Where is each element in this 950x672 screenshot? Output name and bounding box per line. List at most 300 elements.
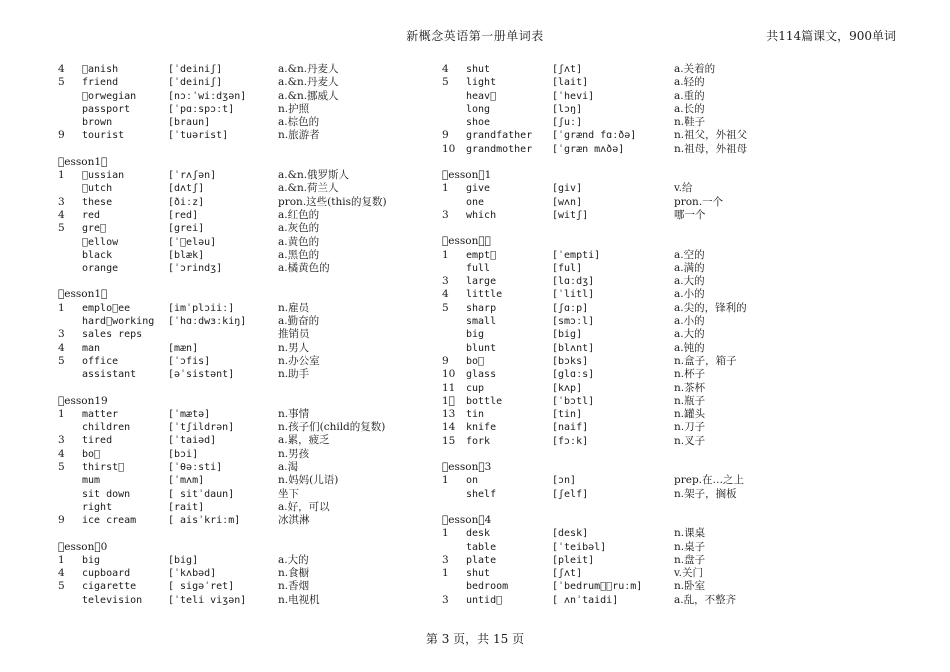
lesson-heading-text:  esson 0 bbox=[58, 540, 108, 553]
vocab-row bbox=[442, 527, 842, 540]
vocab-phonetic: [ aisˈkriːm] bbox=[168, 515, 241, 527]
vocab-definition: n.办公室 bbox=[278, 354, 320, 367]
vocab-word: glass bbox=[466, 369, 497, 381]
vocab-row bbox=[442, 143, 842, 156]
vocab-phonetic: [ˈɔfis] bbox=[168, 355, 211, 367]
vocab-phonetic: [ful] bbox=[552, 262, 583, 274]
vocab-number: 1 bbox=[442, 474, 449, 487]
vocab-definition: n.祖父，外祖父 bbox=[674, 129, 748, 142]
vocab-word: passport bbox=[82, 103, 131, 115]
vocab-number: 4 bbox=[58, 63, 65, 75]
lesson-heading-text:  esson 3 bbox=[442, 461, 492, 474]
vocab-phonetic: [rait] bbox=[168, 501, 205, 513]
vocab-word: red bbox=[82, 209, 101, 221]
vocab-row bbox=[442, 408, 842, 421]
vocab-phonetic: [fɔːk] bbox=[552, 435, 589, 447]
vocab-number: 1 bbox=[442, 527, 449, 540]
vocab-phonetic: [bɔks] bbox=[552, 355, 589, 367]
vocab-word: grandfather bbox=[466, 130, 533, 142]
vocab-definition: a.尖的，锋利的 bbox=[674, 301, 747, 314]
vocab-row bbox=[58, 328, 458, 341]
vocab-row bbox=[58, 554, 458, 567]
vocab-number: 1 bbox=[58, 169, 65, 182]
vocab-number: 1 bbox=[58, 553, 65, 566]
vocab-word: full bbox=[466, 262, 491, 274]
vocab-row bbox=[58, 368, 458, 381]
vocab-phonetic: [ʃʌt] bbox=[552, 64, 583, 75]
vocab-number: 4 bbox=[58, 208, 65, 221]
vocab-number: 5 bbox=[58, 354, 65, 367]
vocab-word: tourist bbox=[82, 130, 125, 142]
vocab-phonetic: [bɔi] bbox=[168, 448, 199, 460]
vocab-word: large bbox=[466, 276, 497, 288]
vocab-word: children bbox=[82, 422, 131, 434]
vocab-word: hard working bbox=[82, 316, 155, 328]
vocab-definition: a.小的 bbox=[674, 315, 705, 328]
vocab-number: 3 bbox=[58, 434, 65, 447]
vocab-definition: 推销员 bbox=[278, 328, 310, 341]
vocab-definition: n.卧室 bbox=[674, 580, 706, 593]
vocab-word: desk bbox=[466, 528, 491, 540]
vocab-definition: a.&n.俄罗斯人 bbox=[278, 169, 350, 182]
vocab-phonetic: [ˈdeiniʃ] bbox=[168, 64, 223, 75]
vocab-phonetic: [ˈdeiniʃ] bbox=[168, 77, 223, 89]
vocab-row bbox=[58, 501, 458, 514]
vocab-row bbox=[58, 249, 458, 262]
vocab-number: 3 bbox=[442, 208, 449, 221]
vocab-definition: 冰淇淋 bbox=[278, 514, 310, 527]
page-number: 第 3 页，共 15 页 bbox=[425, 632, 525, 646]
vocab-definition: n.叉子 bbox=[674, 434, 706, 447]
vocab-phonetic: [big] bbox=[552, 329, 583, 341]
vocab-number: 5 bbox=[58, 222, 65, 235]
vocab-phonetic: [red] bbox=[168, 209, 199, 221]
vocab-row bbox=[442, 76, 842, 89]
vocab-phonetic: [ˈhɑːdwɜːkiŋ] bbox=[168, 316, 247, 328]
vocab-word: mum bbox=[82, 475, 101, 487]
vocab-definition: a.灰色的 bbox=[278, 222, 320, 235]
vocab-word: give bbox=[466, 183, 491, 195]
vocab-number: 1  bbox=[442, 394, 455, 407]
vocab-definition: a.好，可以 bbox=[278, 500, 330, 513]
vocab-row bbox=[442, 435, 842, 448]
vocab-phonetic: [ˈbɔtl] bbox=[552, 395, 595, 407]
vocab-definition: a.钝的 bbox=[674, 341, 705, 354]
vocab-number: 11 bbox=[442, 381, 456, 394]
vocab-word: plate bbox=[466, 554, 497, 566]
vocab-row bbox=[58, 262, 458, 275]
vocab-definition: pron.这些(this的复数) bbox=[278, 195, 387, 208]
vocab-phonetic: [ˈ eləu] bbox=[168, 236, 217, 248]
vocab-phonetic: [witʃ] bbox=[552, 209, 589, 221]
vocab-row bbox=[442, 580, 842, 593]
vocab-row bbox=[442, 249, 842, 262]
vocab-definition: a.大的 bbox=[278, 553, 309, 566]
vocab-phonetic: [ˈmætə] bbox=[168, 408, 211, 420]
vocab-row bbox=[58, 488, 458, 501]
vocab-phonetic: [giv] bbox=[552, 183, 583, 195]
vocab-phonetic: [ˈpɑːspɔːt] bbox=[168, 103, 235, 115]
vocab-phonetic: [glɑːs] bbox=[552, 369, 595, 381]
vocab-phonetic: [ˈmʌm] bbox=[168, 475, 205, 487]
vocab-row bbox=[58, 222, 458, 235]
vocab-row bbox=[442, 275, 842, 288]
vocab-word: on bbox=[466, 475, 479, 487]
vocab-row bbox=[58, 567, 458, 580]
vocab-definition: a.&n.挪威人 bbox=[278, 89, 339, 102]
vocab-word: blunt bbox=[466, 342, 497, 354]
vocab-word: orange bbox=[82, 263, 119, 275]
vocab-number: 3 bbox=[442, 275, 449, 288]
vocab-definition: prep.在…之上 bbox=[674, 474, 745, 487]
vocab-word: gre  bbox=[82, 223, 107, 235]
vocab-row bbox=[442, 209, 842, 222]
vocab-word: which bbox=[466, 209, 497, 221]
vocab-row bbox=[58, 408, 458, 421]
vocab-definition: n.架子，搁板 bbox=[674, 487, 737, 500]
vocab-number: 4 bbox=[442, 288, 449, 301]
page-title: 新概念英语第一册单词表 bbox=[406, 29, 544, 43]
vocab-word: cup bbox=[466, 382, 485, 394]
vocab-definition: a.黑色的 bbox=[278, 248, 320, 261]
vocab-phonetic: [ˈθəːsti] bbox=[168, 462, 223, 474]
vocab-definition: n.课桌 bbox=[674, 527, 706, 540]
vocab-row bbox=[58, 474, 458, 487]
vocab-number: 3 bbox=[442, 593, 449, 606]
vocab-number: 3 bbox=[58, 195, 65, 208]
vocab-phonetic: [ˈempti] bbox=[552, 249, 601, 261]
vocab-row bbox=[58, 116, 458, 129]
vocab-word: sharp bbox=[466, 302, 497, 314]
vocab-word:  orwegian bbox=[82, 90, 137, 102]
vocab-definition: n.事情 bbox=[278, 407, 310, 420]
vocab-definition: a.累，疲乏 bbox=[278, 434, 330, 447]
vocab-definition: a.橘黄色的 bbox=[278, 262, 330, 275]
vocab-phonetic: [blæk] bbox=[168, 249, 205, 261]
vocab-number: 9 bbox=[442, 129, 449, 142]
vocab-row bbox=[442, 63, 842, 76]
vocab-word: shelf bbox=[466, 488, 497, 500]
vocab-row bbox=[442, 182, 842, 195]
vocab-row bbox=[58, 514, 458, 527]
vocab-number: 1 bbox=[442, 567, 449, 580]
vocab-phonetic: [ɔn] bbox=[552, 475, 577, 487]
vocab-definition: n.刀子 bbox=[674, 421, 706, 434]
vocab-row bbox=[58, 580, 458, 593]
vocab-word: matter bbox=[82, 408, 119, 420]
lesson-heading bbox=[58, 288, 458, 301]
vocab-definition: n.盘子 bbox=[674, 553, 706, 566]
lesson-heading bbox=[58, 156, 458, 169]
vocab-word: light bbox=[466, 77, 497, 89]
vocab-row bbox=[58, 169, 458, 182]
vocab-phonetic: [ˈtuərist] bbox=[168, 130, 229, 142]
vocab-definition: n.电视机 bbox=[278, 593, 320, 606]
vocab-phonetic: [tin] bbox=[552, 409, 583, 421]
vocab-row bbox=[442, 541, 842, 554]
vocab-number: 10 bbox=[442, 142, 456, 155]
vocab-number: 3 bbox=[442, 553, 449, 566]
vocab-word: fork bbox=[466, 435, 491, 447]
lesson-heading-text:  esson 4 bbox=[442, 513, 492, 526]
vocab-definition: a.满的 bbox=[674, 261, 705, 274]
vocab-phonetic: [ˈbedrum  ruːm] bbox=[552, 581, 643, 593]
vocab-phonetic: [wʌn] bbox=[552, 196, 583, 208]
vocab-row bbox=[58, 209, 458, 222]
vocab-definition: a.大的 bbox=[674, 328, 705, 341]
vocab-definition: 坐下 bbox=[278, 487, 299, 500]
lesson-heading-text:  esson 1 bbox=[442, 169, 492, 182]
vocab-row bbox=[442, 594, 842, 607]
vocab-phonetic: [dʌtʃ] bbox=[168, 183, 205, 195]
vocab-phonetic: [əˈsistənt] bbox=[168, 369, 235, 381]
vocab-phonetic: [imˈplɔiiː] bbox=[168, 302, 235, 314]
vocab-word: cigarette bbox=[82, 581, 137, 593]
vocab-definition: a.空的 bbox=[674, 248, 705, 261]
vocab-definition: n.祖母，外祖母 bbox=[674, 142, 748, 155]
vocab-phonetic: [ˈgræn mʌðə] bbox=[552, 143, 625, 155]
vocab-definition: a.红色的 bbox=[278, 208, 320, 221]
lesson-heading bbox=[58, 541, 458, 554]
vocab-word: right bbox=[82, 501, 113, 513]
vocab-row bbox=[442, 302, 842, 315]
vocab-word: brown bbox=[82, 117, 113, 129]
vocab-number: 1 bbox=[442, 182, 449, 195]
vocab-definition: a.大的 bbox=[674, 275, 705, 288]
vocab-word: grandmother bbox=[466, 143, 533, 155]
vocab-word: assistant bbox=[82, 369, 137, 381]
vocab-phonetic: [ʃʌt] bbox=[552, 568, 583, 580]
vocab-word: small bbox=[466, 316, 497, 328]
vocab-number: 5 bbox=[58, 76, 65, 89]
vocab-row bbox=[58, 421, 458, 434]
vocab-definition: a.&n.荷兰人 bbox=[278, 182, 339, 195]
vocab-word: shut bbox=[466, 64, 491, 75]
vocab-phonetic: [ˈlitl] bbox=[552, 289, 595, 301]
vocab-definition: n.茶杯 bbox=[674, 381, 706, 394]
vocab-row bbox=[58, 594, 458, 607]
vocab-phonetic: [ ʌnˈtaidi] bbox=[552, 594, 619, 606]
vocab-row bbox=[58, 236, 458, 249]
vocab-definition: a.小的 bbox=[674, 288, 705, 301]
vocab-phonetic: [nɔːˈwiːdʒən] bbox=[168, 90, 247, 102]
vocab-definition: n.孩子们(child的复数) bbox=[278, 421, 386, 434]
vocab-row bbox=[58, 63, 458, 76]
vocab-row bbox=[58, 461, 458, 474]
vocab-word:  anish bbox=[82, 64, 119, 75]
vocab-word: bo  bbox=[466, 355, 485, 367]
vocab-definition: n.食橱 bbox=[278, 567, 310, 580]
vocab-definition: n.男人 bbox=[278, 341, 310, 354]
vocab-word: one bbox=[466, 196, 485, 208]
vocab-definition: a.乱，不整齐 bbox=[674, 593, 737, 606]
vocab-definition: n.鞋子 bbox=[674, 116, 706, 129]
vocab-phonetic: [ʃɑːp] bbox=[552, 302, 589, 314]
vocab-definition: n.瓶子 bbox=[674, 394, 706, 407]
vocab-number: 4 bbox=[58, 341, 65, 354]
vocab-number: 15 bbox=[442, 434, 456, 447]
vocab-phonetic: [ sigəˈret] bbox=[168, 581, 235, 593]
vocab-definition: n.旅游者 bbox=[278, 129, 320, 142]
vocab-word: emplo ee bbox=[82, 302, 131, 314]
vocab-phonetic: [smɔːl] bbox=[552, 316, 595, 328]
vocab-number: 9 bbox=[58, 514, 65, 527]
lesson-heading-text:  esson1  bbox=[58, 288, 108, 301]
lesson-heading bbox=[442, 235, 842, 248]
vocab-phonetic: [ˈteli viʒən] bbox=[168, 594, 247, 606]
vocab-row bbox=[58, 434, 458, 447]
right-vocab-column bbox=[442, 63, 842, 607]
vocab-phonetic: [lait] bbox=[552, 77, 589, 89]
lesson-heading-text:  esson19 bbox=[58, 394, 108, 407]
vocab-word: cupboard bbox=[82, 568, 131, 580]
lesson-heading bbox=[442, 514, 842, 527]
vocab-row bbox=[442, 421, 842, 434]
vocab-row bbox=[442, 315, 842, 328]
vocab-phonetic: [pleit] bbox=[552, 554, 595, 566]
vocab-definition: n.盒子，箱子 bbox=[674, 354, 737, 367]
vocab-word: bedroom bbox=[466, 581, 509, 593]
vocab-number: 1 bbox=[58, 407, 65, 420]
vocab-row bbox=[442, 567, 842, 580]
vocab-row bbox=[58, 342, 458, 355]
vocab-phonetic: [ˈkʌbəd] bbox=[168, 568, 217, 580]
vocab-definition: n.男孩 bbox=[278, 447, 310, 460]
vocab-row bbox=[442, 90, 842, 103]
vocab-word: ice cream bbox=[82, 515, 137, 527]
lesson-heading bbox=[442, 461, 842, 474]
vocab-definition: 哪一个 bbox=[674, 208, 706, 221]
vocab-word: bottle bbox=[466, 395, 503, 407]
vocab-number: 4 bbox=[58, 567, 65, 580]
vocab-row bbox=[442, 328, 842, 341]
vocab-phonetic: [braun] bbox=[168, 117, 211, 129]
vocab-definition: n.护照 bbox=[278, 102, 310, 115]
vocab-definition: v.给 bbox=[674, 182, 693, 195]
lesson-heading-text:  esson   bbox=[442, 235, 491, 248]
vocab-word: tin bbox=[466, 409, 485, 421]
vocab-row bbox=[58, 355, 458, 368]
vocab-word: shoe bbox=[466, 117, 491, 129]
vocab-phonetic: [blʌnt] bbox=[552, 342, 595, 354]
vocab-phonetic: [ðiːz] bbox=[168, 196, 205, 208]
vocab-number: 9 bbox=[58, 129, 65, 142]
vocab-word: sales reps bbox=[82, 329, 143, 341]
vocab-number: 9 bbox=[442, 354, 449, 367]
vocab-definition: a.&n.丹麦人 bbox=[278, 63, 339, 75]
vocab-phonetic: [ˈɔrindʒ] bbox=[168, 263, 223, 275]
vocab-phonetic: [lɑːdʒ] bbox=[552, 276, 595, 288]
lesson-heading bbox=[58, 395, 458, 408]
vocab-row bbox=[442, 103, 842, 116]
vocab-phonetic: [ʃelf] bbox=[552, 488, 589, 500]
vocab-number: 10 bbox=[442, 368, 456, 381]
vocab-row bbox=[442, 554, 842, 567]
vocab-word: little bbox=[466, 289, 503, 301]
vocab-number: 3 bbox=[58, 328, 65, 341]
vocab-word: table bbox=[466, 541, 497, 553]
vocab-row bbox=[442, 368, 842, 381]
vocab-phonetic: [lɔŋ] bbox=[552, 103, 583, 115]
vocab-word: untid  bbox=[466, 594, 503, 606]
vocab-number: 4 bbox=[442, 63, 449, 75]
vocab-definition: a.勤奋的 bbox=[278, 315, 320, 328]
document-summary: 共114篇课文，900单词 bbox=[766, 29, 896, 43]
vocab-word: television bbox=[82, 594, 143, 606]
vocab-word: long bbox=[466, 103, 491, 115]
vocab-word: knife bbox=[466, 422, 497, 434]
vocab-row bbox=[58, 196, 458, 209]
vocab-phonetic: [kʌp] bbox=[552, 382, 583, 394]
vocab-definition: v.关门 bbox=[674, 567, 704, 580]
vocab-word: big bbox=[82, 554, 101, 566]
vocab-word: big bbox=[466, 329, 485, 341]
vocab-definition: n.妈妈(儿语) bbox=[278, 474, 339, 487]
vocab-definition: n.香烟 bbox=[278, 580, 310, 593]
vocab-row bbox=[442, 196, 842, 209]
vocab-definition: pron.一个 bbox=[674, 195, 724, 208]
vocab-definition: a.长的 bbox=[674, 102, 705, 115]
lesson-heading-text:  esson1  bbox=[58, 155, 108, 168]
vocab-number: 5 bbox=[58, 580, 65, 593]
vocab-row bbox=[58, 448, 458, 461]
vocab-definition: a.渴 bbox=[278, 461, 299, 474]
vocab-definition: a.重的 bbox=[674, 89, 705, 102]
vocab-phonetic: [grei] bbox=[168, 223, 205, 235]
vocab-word: friend bbox=[82, 77, 119, 89]
vocab-row bbox=[58, 315, 458, 328]
vocab-row bbox=[442, 474, 842, 487]
vocab-row bbox=[58, 302, 458, 315]
vocab-row bbox=[442, 129, 842, 142]
vocab-definition: a.&n.丹麦人 bbox=[278, 76, 339, 89]
vocab-phonetic: [ˈhevi] bbox=[552, 90, 595, 102]
vocab-row bbox=[58, 182, 458, 195]
vocab-phonetic: [ sitˈdaun] bbox=[168, 488, 235, 500]
vocab-phonetic: [ˈtaiəd] bbox=[168, 435, 217, 447]
vocab-definition: a.棕色的 bbox=[278, 116, 320, 129]
vocab-word:  ussian bbox=[82, 170, 125, 182]
vocab-row bbox=[58, 76, 458, 89]
vocab-phonetic: [mæn] bbox=[168, 342, 199, 354]
vocab-number: 5 bbox=[442, 76, 449, 89]
vocab-row bbox=[442, 382, 842, 395]
vocab-number: 1 bbox=[442, 248, 449, 261]
vocab-number: 5 bbox=[58, 461, 65, 474]
vocab-word: thirst  bbox=[82, 462, 125, 474]
vocab-definition: n.桌子 bbox=[674, 540, 706, 553]
vocab-word: tired bbox=[82, 435, 113, 447]
vocab-word: heav  bbox=[466, 90, 497, 102]
vocab-row bbox=[442, 288, 842, 301]
vocab-row bbox=[58, 103, 458, 116]
vocab-phonetic: [ˈgrænd fɑːðə] bbox=[552, 130, 637, 142]
vocab-word: bo  bbox=[82, 448, 101, 460]
vocab-row bbox=[58, 129, 458, 142]
vocab-row bbox=[442, 262, 842, 275]
vocab-phonetic: [ˈteibəl] bbox=[552, 541, 607, 553]
vocab-word: these bbox=[82, 196, 113, 208]
vocab-phonetic: [ʃuː] bbox=[552, 117, 583, 129]
vocab-definition: n.杯子 bbox=[674, 368, 706, 381]
vocab-number: 13 bbox=[442, 408, 456, 421]
vocab-word:  utch bbox=[82, 183, 113, 195]
vocab-definition: n.雇员 bbox=[278, 301, 310, 314]
vocab-row bbox=[442, 116, 842, 129]
vocab-word: office bbox=[82, 355, 119, 367]
vocab-phonetic: [ˈtʃildrən] bbox=[168, 422, 235, 434]
vocab-phonetic: [ˈrʌʃən] bbox=[168, 170, 217, 182]
